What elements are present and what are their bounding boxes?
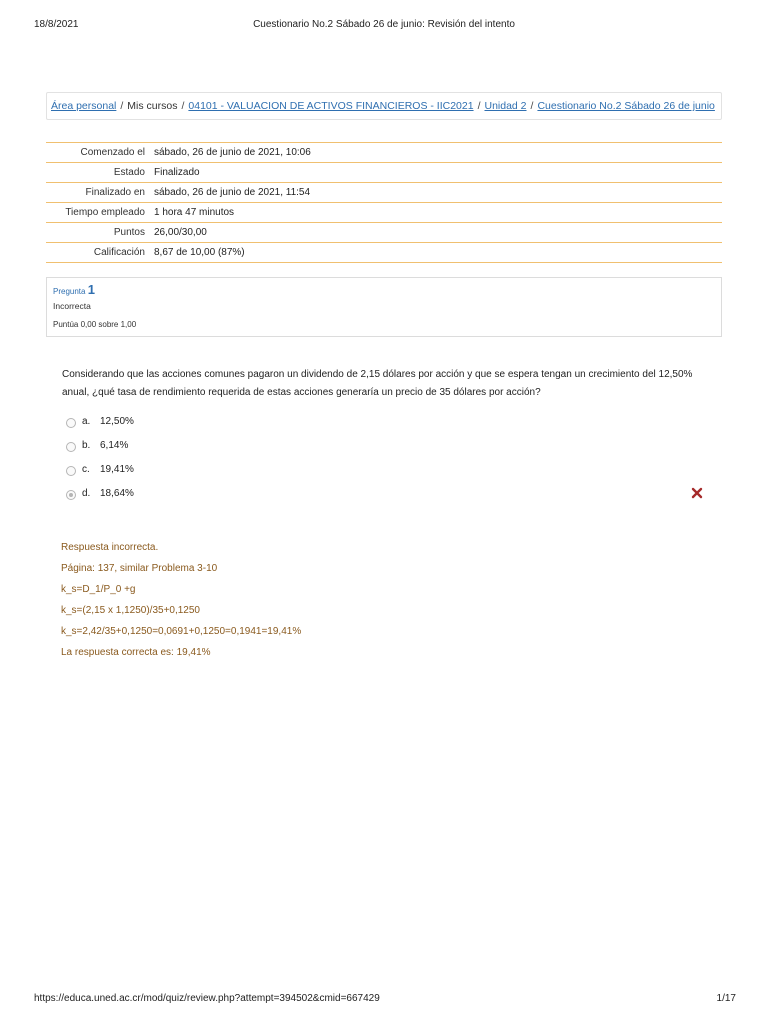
print-header (0, 19, 768, 33)
answer-value: 19,41% (100, 464, 134, 475)
breadcrumb-separator: / (477, 100, 481, 112)
question-feedback (61, 540, 711, 666)
print-page-number: 1/17 (716, 993, 736, 1004)
summary-row (46, 203, 722, 223)
feedback-line: k_s=(2,15 x 1,1250)/35+0,1250 (61, 605, 200, 616)
answer-letter: b. (82, 440, 91, 451)
feedback-line: k_s=2,42/35+0,1250=0,0691+0,1250=0,1941=19,41% (61, 626, 302, 637)
answer-list (66, 414, 716, 510)
breadcrumb-separator: / (530, 100, 534, 112)
print-url: https://educa.uned.ac.cr/mod/quiz/review.php?attempt=394502&cmid=667429 (34, 993, 380, 1004)
breadcrumb-mis-cursos: Mis cursos (127, 100, 178, 112)
question-label: Pregunta (53, 287, 86, 296)
print-footer (0, 993, 768, 1007)
feedback-line: k_s=D_1/P_0 +g (61, 584, 136, 595)
radio-button[interactable] (66, 466, 76, 476)
summary-value: 8,67 de 10,00 (87%) (151, 243, 722, 263)
question-number (53, 282, 715, 297)
answer-option-a[interactable] (66, 414, 716, 438)
answer-letter: c. (82, 464, 90, 475)
summary-label: Tiempo empleado (46, 203, 151, 223)
summary-value: 1 hora 47 minutos (151, 203, 722, 223)
feedback-line: La respuesta correcta es: 19,41% (61, 647, 211, 658)
feedback-line: Respuesta incorrecta. (61, 542, 159, 553)
question-state: Incorrecta (53, 301, 91, 311)
x-icon (691, 487, 703, 499)
answer-value: 12,50% (100, 416, 134, 427)
summary-label: Finalizado en (46, 183, 151, 203)
summary-value: sábado, 26 de junio de 2021, 11:54 (151, 183, 722, 203)
radio-button-checked[interactable] (66, 490, 76, 500)
breadcrumb-separator: / (181, 100, 185, 112)
breadcrumb-unit[interactable]: Unidad 2 (484, 100, 527, 112)
print-date: 18/8/2021 (34, 19, 79, 30)
answer-option-d[interactable] (66, 486, 716, 510)
question-number-value: 1 (87, 282, 95, 297)
answer-value: 18,64% (100, 488, 134, 499)
summary-row (46, 223, 722, 243)
summary-value: sábado, 26 de junio de 2021, 10:06 (151, 143, 722, 163)
answer-letter: a. (82, 416, 91, 427)
breadcrumb-separator: / (120, 100, 124, 112)
breadcrumb-course[interactable]: 04101 - VALUACION DE ACTIVOS FINANCIEROS - IIC2021 (188, 100, 474, 112)
answer-value: 6,14% (100, 440, 129, 451)
summary-label: Estado (46, 163, 151, 183)
summary-row (46, 163, 722, 183)
answer-letter: d. (82, 488, 91, 499)
summary-row (46, 243, 722, 263)
answer-option-b[interactable] (66, 438, 716, 462)
breadcrumb-quiz[interactable]: Cuestionario No.2 Sábado 26 de junio (537, 100, 715, 112)
question-info-box (46, 277, 722, 337)
radio-button[interactable] (66, 418, 76, 428)
print-page-title: Cuestionario No.2 Sábado 26 de junio: Revisión del intento (253, 19, 515, 30)
feedback-line: Página: 137, similar Problema 3-10 (61, 563, 218, 574)
breadcrumb (46, 92, 722, 120)
summary-value: 26,00/30,00 (151, 223, 722, 243)
summary-value: Finalizado (151, 163, 722, 183)
summary-label: Comenzado el (46, 143, 151, 163)
summary-row (46, 183, 722, 203)
breadcrumb-area-personal[interactable]: Área personal (51, 100, 117, 112)
summary-label: Puntos (46, 223, 151, 243)
question-text: Considerando que las acciones comunes pagaron un dividendo de 2,15 dólares por acción y que se espera tengan un crecimiento del 12,50% anual, ¿qué tasa de rendimiento requerida de estas acciones generaría un precio de 35 dólares por acción? (62, 369, 693, 398)
question-grade: Puntúa 0,00 sobre 1,00 (53, 320, 137, 329)
summary-row (46, 143, 722, 163)
answer-option-c[interactable] (66, 462, 716, 486)
summary-label: Calificación (46, 243, 151, 263)
radio-button[interactable] (66, 442, 76, 452)
attempt-summary-table (46, 142, 722, 263)
